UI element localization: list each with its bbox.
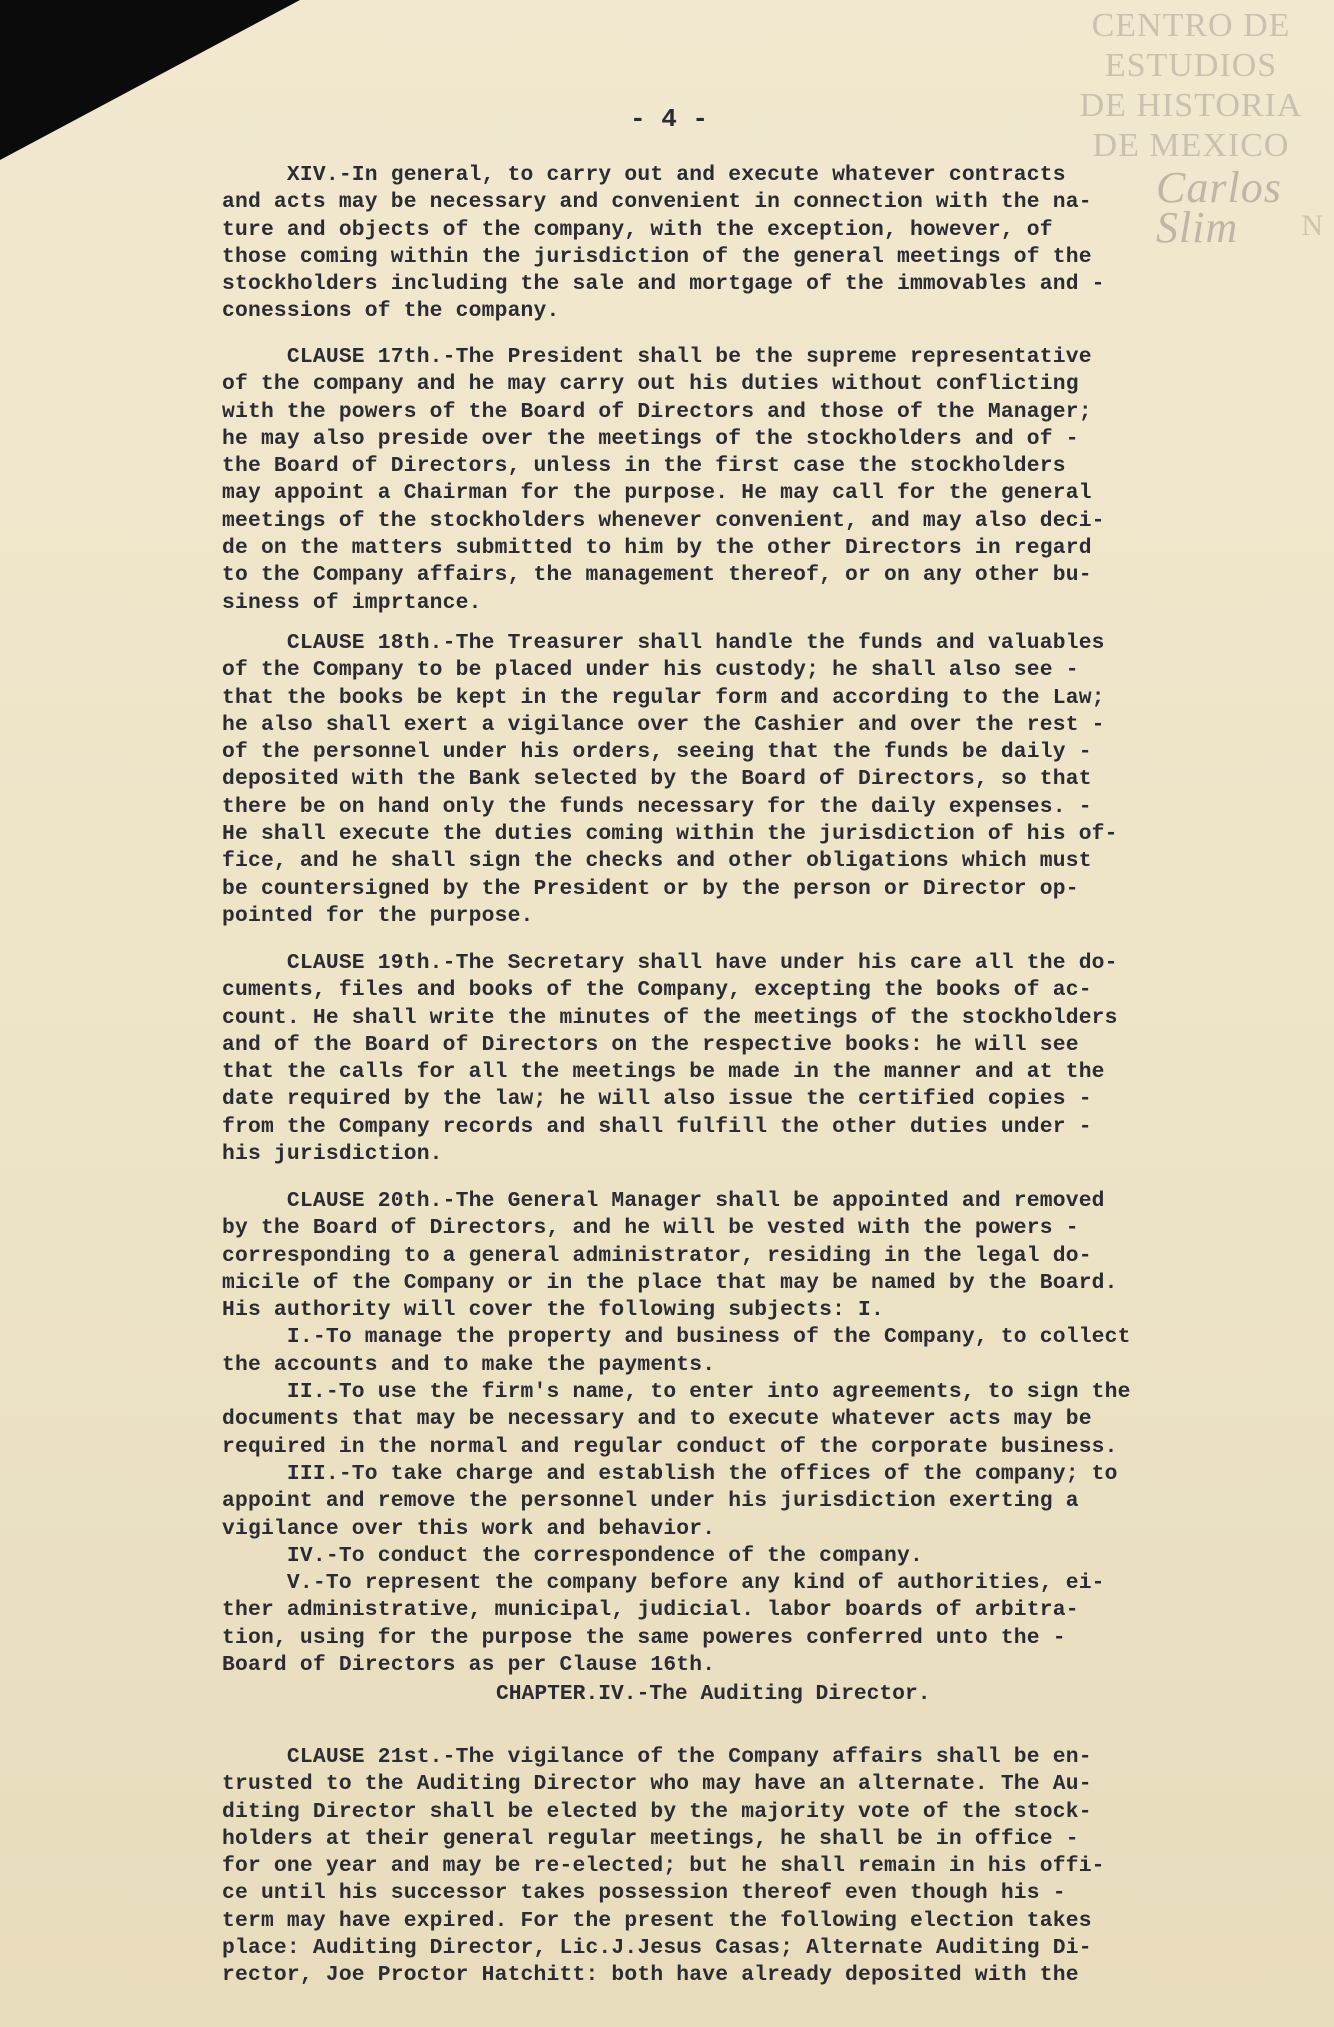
- text-line: documents that may be necessary and to execute whatever acts may be: [222, 1407, 1092, 1432]
- text-line: diting Director shall be elected by the majority vote of the stock-: [222, 1799, 1092, 1824]
- paragraph: [222, 630, 1324, 930]
- text-line: III.-To take charge and establish the offices of the company; to: [222, 1461, 1118, 1486]
- paragraph: [222, 162, 1324, 326]
- text-line: required in the normal and regular conduct of the corporate business.: [222, 1434, 1118, 1459]
- text-line: to the Company affairs, the management thereof, or on any other bu-: [222, 563, 1092, 588]
- text-line: he also shall exert a vigilance over the Cashier and over the rest -: [222, 712, 1105, 737]
- text-line: rector, Joe Proctor Hatchitt: both have already deposited with the: [222, 1963, 1079, 1988]
- watermark-line: DE MEXICO: [1092, 127, 1290, 164]
- text-line: there be on hand only the funds necessary for the daily expenses. -: [222, 794, 1092, 819]
- chapter-heading: CHAPTER.IV.-The Auditing Director.: [496, 1682, 931, 1706]
- text-line: that the books be kept in the regular form and according to the Law;: [222, 685, 1105, 710]
- text-line: V.-To represent the company before any kind of authorities, ei-: [222, 1571, 1105, 1596]
- text-line: His authority will cover the following subjects: I.: [222, 1298, 884, 1323]
- text-line: stockholders including the sale and mortgage of the immovables and -: [222, 272, 1105, 297]
- text-line: CLAUSE 18th.-The Treasurer shall handle the funds and valuables: [222, 631, 1105, 655]
- text-line: II.-To use the firm's name, to enter into agreements, to sign the: [222, 1380, 1131, 1405]
- text-line: ther administrative, municipal, judicial. labor boards of arbitra-: [222, 1598, 1079, 1623]
- text-line: fice, and he shall sign the checks and other obligations which must: [222, 849, 1092, 874]
- text-line: ce until his successor takes possession thereof even though his -: [222, 1881, 1066, 1906]
- text-line: term may have expired. For the present the following election takes: [222, 1908, 1092, 1933]
- text-line: and of the Board of Directors on the respective books: he will see: [222, 1032, 1079, 1057]
- watermark-line: CENTRO DE: [1091, 7, 1291, 44]
- text-line: from the Company records and shall fulfill the other duties under -: [222, 1114, 1092, 1139]
- text-line: place: Auditing Director, Lic.J.Jesus Casas; Alternate Auditing Di-: [222, 1936, 1092, 1961]
- text-line: CLAUSE 19th.-The Secretary shall have under his care all the do-: [222, 951, 1118, 975]
- paragraph: [222, 1188, 1324, 1679]
- text-line: count. He shall write the minutes of the meetings of the stockholders: [222, 1005, 1118, 1030]
- text-line: de on the matters submitted to him by the other Directors in regard: [222, 536, 1092, 561]
- text-line: pointed for the purpose.: [222, 903, 534, 928]
- text-line: siness of imprtance.: [222, 590, 482, 615]
- text-line: that the calls for all the meetings be made in the manner and at the: [222, 1060, 1105, 1085]
- text-line: the accounts and to make the payments.: [222, 1352, 716, 1377]
- watermark-line: ESTUDIOS: [1104, 47, 1278, 84]
- text-line: XIV.-In general, to carry out and execute whatever contracts: [222, 163, 1066, 187]
- text-line: tion, using for the purpose the same poweres conferred unto the -: [222, 1625, 1066, 1650]
- text-line: be countersigned by the President or by the person or Director op-: [222, 876, 1079, 901]
- text-line: CLAUSE 21st.-The vigilance of the Company affairs shall be en-: [222, 1745, 1092, 1769]
- text-line: those coming within the jurisdiction of the general meetings of the: [222, 244, 1092, 269]
- paragraph: [222, 344, 1324, 617]
- text-line: appoint and remove the personnel under his jurisdiction exerting a: [222, 1489, 1079, 1514]
- watermark-line: DE HISTORIA: [1079, 87, 1303, 124]
- page-number: - 4 -: [630, 104, 709, 134]
- text-line: may appoint a Chairman for the purpose. He may call for the general: [222, 481, 1092, 506]
- text-line: conessions of the company.: [222, 299, 560, 324]
- text-line: CLAUSE 20th.-The General Manager shall be appointed and removed: [222, 1189, 1105, 1213]
- text-line: He shall execute the duties coming within the jurisdiction of his of-: [222, 822, 1118, 847]
- text-line: and acts may be necessary and convenient in connection with the na-: [222, 190, 1092, 215]
- text-line: micile of the Company or in the place that may be named by the Board.: [222, 1270, 1118, 1295]
- text-line: IV.-To conduct the correspondence of the company.: [222, 1543, 923, 1568]
- text-line: ture and objects of the company, with the exception, however, of: [222, 217, 1053, 242]
- watermark-signature: Carlos Slim: [1156, 163, 1282, 252]
- text-line: date required by the law; he will also issue the certified copies -: [222, 1087, 1092, 1112]
- text-line: of the Company to be placed under his custody; he shall also see -: [222, 658, 1079, 683]
- text-line: Board of Directors as per Clause 16th.: [222, 1653, 716, 1678]
- text-line: I.-To manage the property and business of the Company, to collect: [222, 1325, 1131, 1350]
- text-line: CLAUSE 17th.-The President shall be the supreme representative: [222, 345, 1092, 369]
- text-line: deposited with the Bank selected by the Board of Directors, so that: [222, 767, 1092, 792]
- watermark-side-letter: N: [1301, 209, 1324, 242]
- text-line: meetings of the stockholders whenever convenient, and may also deci-: [222, 508, 1105, 533]
- text-line: cuments, files and books of the Company, excepting the books of ac-: [222, 978, 1092, 1003]
- text-line: for one year and may be re-elected; but he shall remain in his offi-: [222, 1854, 1105, 1879]
- text-line: of the personnel under his orders, seeing that the funds be daily -: [222, 740, 1092, 765]
- text-line: he may also preside over the meetings of the stockholders and of -: [222, 426, 1079, 451]
- paragraph: [222, 1744, 1324, 1990]
- text-line: the Board of Directors, unless in the first case the stockholders: [222, 454, 1066, 479]
- text-line: by the Board of Directors, and he will be vested with the powers -: [222, 1216, 1079, 1241]
- text-line: vigilance over this work and behavior.: [222, 1516, 716, 1541]
- text-line: his jurisdiction.: [222, 1142, 443, 1167]
- text-line: of the company and he may carry out his duties without conflicting: [222, 372, 1079, 397]
- text-line: trusted to the Auditing Director who may have an alternate. The Au-: [222, 1772, 1092, 1797]
- text-line: with the powers of the Board of Directors and those of the Manager;: [222, 399, 1092, 424]
- scan-corner-shadow: [0, 0, 300, 160]
- text-line: holders at their general regular meetings, he shall be in office -: [222, 1826, 1079, 1851]
- paragraph: [222, 950, 1324, 1168]
- text-line: corresponding to a general administrator, residing in the legal do-: [222, 1243, 1092, 1268]
